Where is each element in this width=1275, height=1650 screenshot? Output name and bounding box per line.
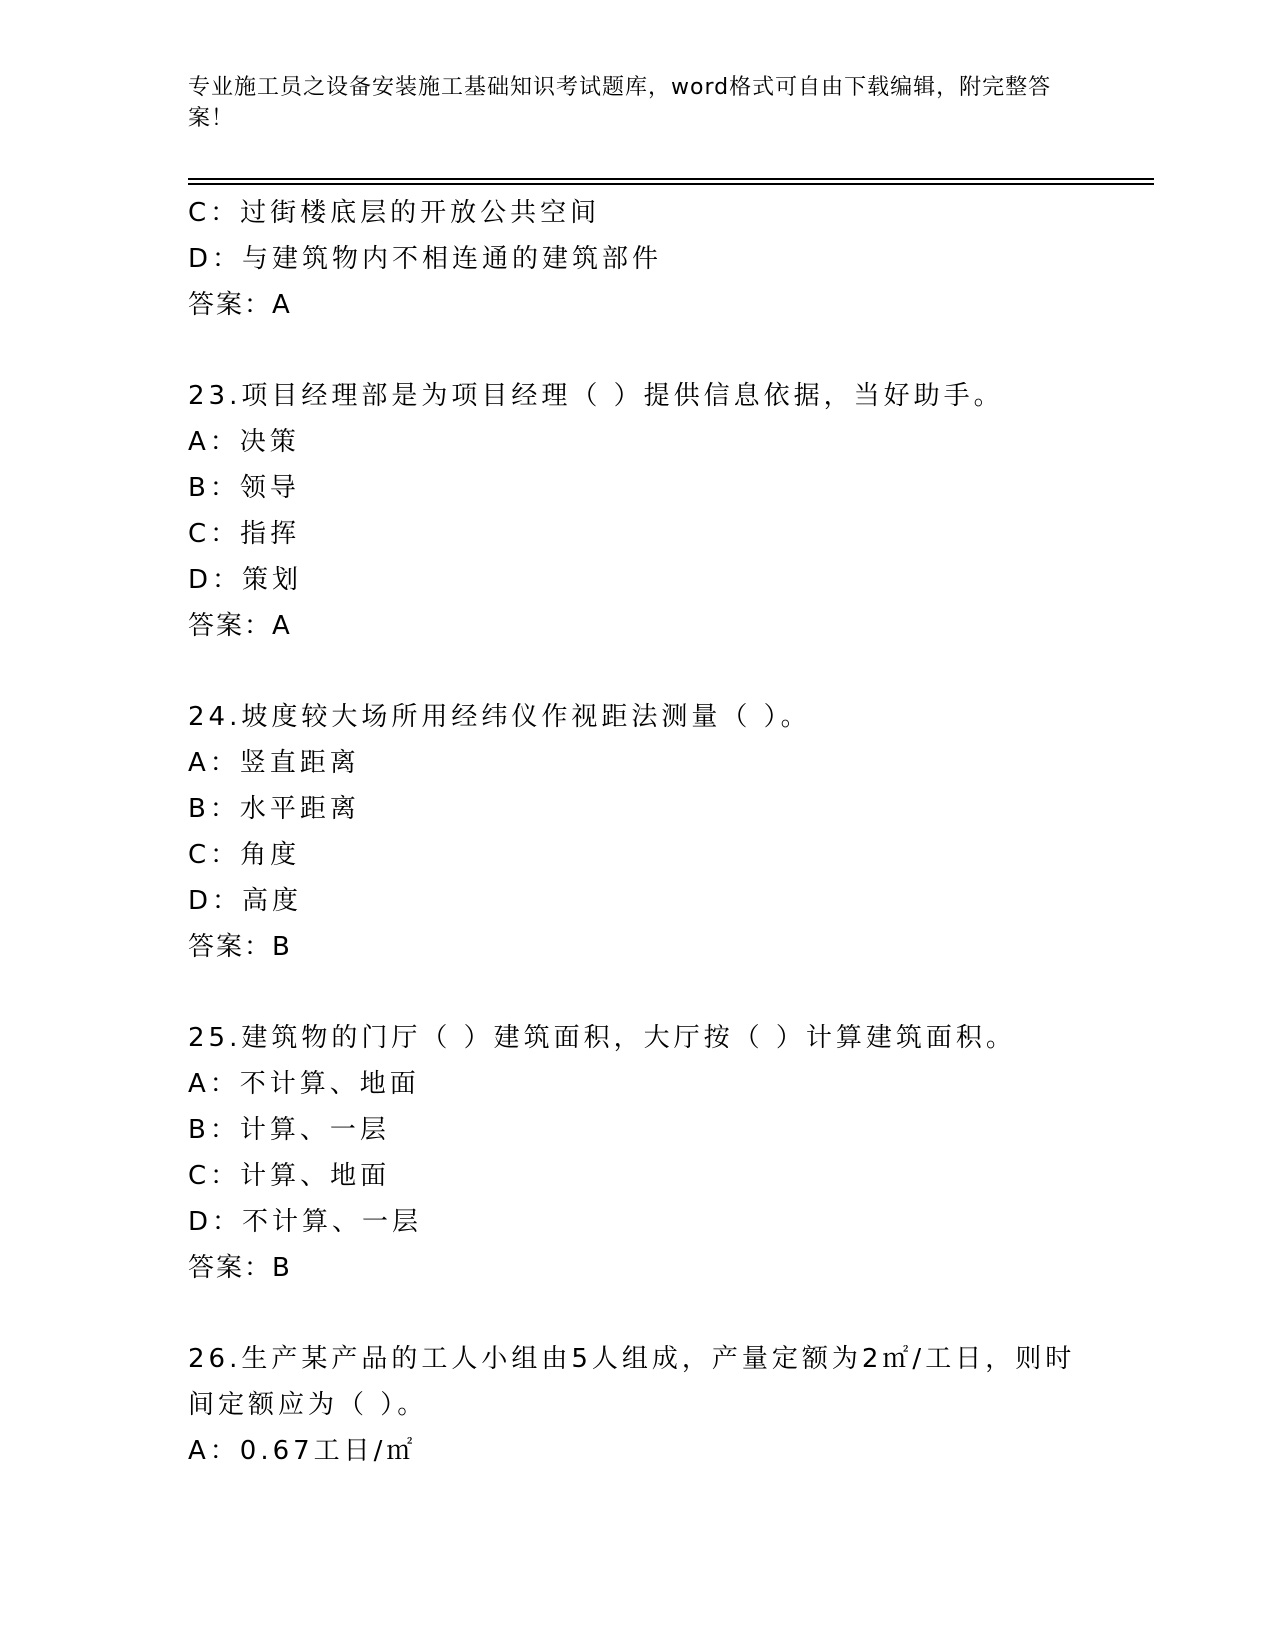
option-b: B：计算、一层 (188, 1115, 390, 1145)
question-title: 24.坡度较大场所用经纬仪作视距法测量（ ）。 (188, 702, 811, 732)
header-rule-top (188, 178, 1154, 180)
question-content (188, 190, 1088, 1474)
question-25 (188, 1015, 1088, 1291)
previous-question-tail (188, 190, 1088, 328)
option-c: C：过街楼底层的开放公共空间 (188, 198, 601, 228)
answer-line: 答案：A (188, 611, 292, 641)
option-b: B：水平距离 (188, 794, 360, 824)
option-d: D：策划 (188, 565, 303, 595)
option-a: A：0.67工日/㎡ (188, 1436, 417, 1466)
option-a: A：不计算、地面 (188, 1069, 420, 1099)
option-b: B：领导 (188, 473, 300, 503)
option-d: D：不计算、一层 (188, 1207, 423, 1237)
answer-line: 答案：B (188, 932, 292, 962)
option-c: C：角度 (188, 840, 301, 870)
question-24 (188, 694, 1088, 970)
option-c: C：计算、地面 (188, 1161, 391, 1191)
question-title: 25.建筑物的门厅（ ）建筑面积，大厅按（ ）计算建筑面积。 (188, 1023, 1016, 1053)
option-d: D：高度 (188, 886, 303, 916)
option-d: D：与建筑物内不相连通的建筑部件 (188, 244, 663, 274)
answer-line: 答案：A (188, 290, 292, 320)
option-a: A：竖直距离 (188, 748, 360, 778)
option-c: C：指挥 (188, 519, 301, 549)
question-23 (188, 373, 1088, 649)
header-rule-bottom (188, 183, 1154, 185)
question-title: 26.生产某产品的工人小组由5人组成，产量定额为2㎡/工日，则时间定额应为（ ）。 (188, 1344, 1076, 1420)
option-a: A：决策 (188, 427, 300, 457)
question-title: 23.项目经理部是为项目经理（ ）提供信息依据，当好助手。 (188, 381, 1004, 411)
document-header: 专业施工员之设备安装施工基础知识考试题库，word格式可自由下载编辑，附完整答案！ (188, 75, 1052, 131)
question-26 (188, 1336, 1088, 1474)
answer-line: 答案：B (188, 1253, 292, 1283)
